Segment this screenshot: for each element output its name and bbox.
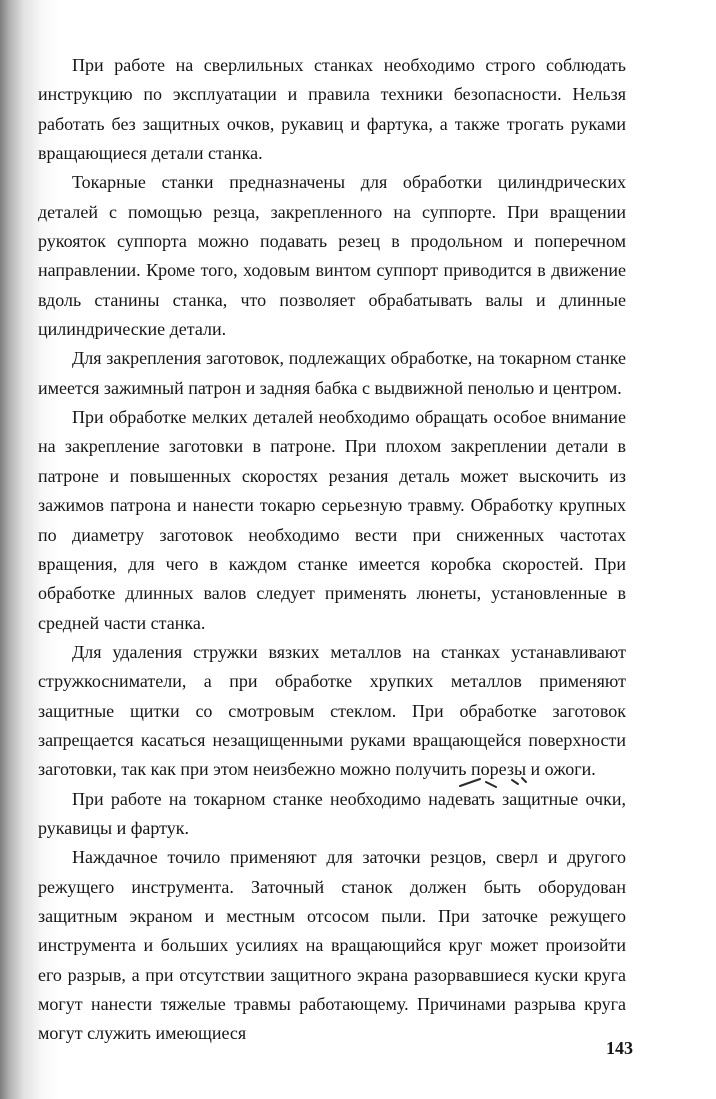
paragraph-workpiece-clamping: Для закрепления заготовок, подлежащих обработке, на токарном станке имеется зажимный патрон и задняя бабка с выдвижной пенолью и центром. [38,348,626,398]
page-number: 143 [606,1038,633,1058]
paragraph-lathe-protection: При работе на токарном станке необходимо надевать защитные очки, рукавицы и фартук. [38,788,626,838]
paragraph-lathe-purpose: Токарные станки предназначены для обработки цилиндрических деталей с помощью резца, закрепленного на суппорте. При вращении рукояток суппорта можно подавать резец в продольном и поперечном направлении. Кроме того, ходовым винтом суппорт приводится в движение вдоль станины станка, что позволяет обрабатывать валы и длинные цилиндрические детали. [38,172,626,340]
paragraph-grinding-wheel: Наждачное точило применяют для заточки резцов, сверл и другого режущего инструмента. Заточный станок должен быть оборудован защитным экраном и местным отсосом пыли. При заточке режущего инструмента и больших усилиях на вращающийся круг может произойти его разрыв, а при отсутствии защитного экрана разорвавшиеся куски круга могут нанести тяжелые травмы работающему. Причинами разрыва круга могут служить имеющиеся [38,847,626,1044]
page-body-text [38,51,626,1049]
paragraph-chip-removal: Для удаления стружки вязких металлов на станках устанавливают стружкосниматели, а при обработке хрупких металлов применяют защитные щитки со смотровым стеклом. При обработке заготовок запрещается касаться незащищенными руками вращающейся поверхности заготовки, так как при этом неизбежно можно получить порезы и ожоги. [38,641,626,780]
paragraph-drilling-safety: При работе на сверлильных станках необходимо строго соблюдать инструкцию по эксплуатации и правила техники безопасности. Нельзя работать без защитных очков, рукавиц и фартука, а также трогать руками вращающиеся детали станка. [38,55,626,164]
paragraph-small-parts: При обработке мелких деталей необходимо обращать особое внимание на закрепление заготовки в патроне. При плохом закреплении детали в патроне и повышенных скоростях резания деталь может выскочить из зажимов патрона и нанести токарю серьезную травму. Обработку крупных по диаметру заготовок необходимо вести при сниженных частотах вращения, для чего в каждом станке имеется коробка скоростей. При обработке длинных валов следует применять люнеты, установленные в средней части станка. [38,407,626,633]
